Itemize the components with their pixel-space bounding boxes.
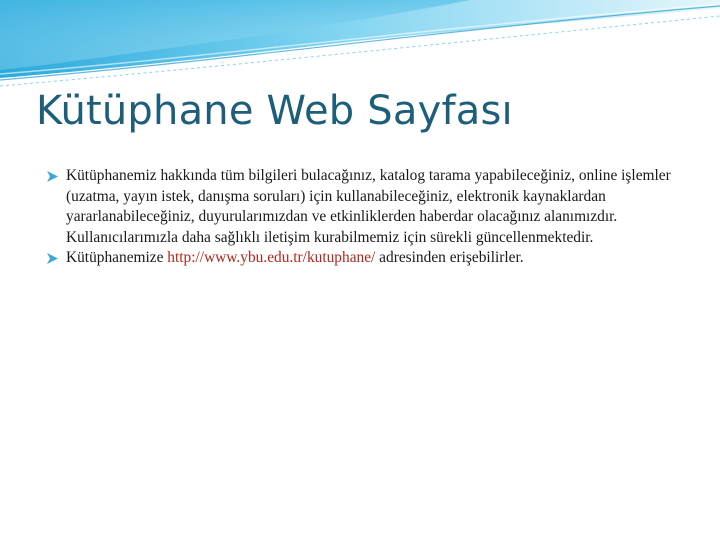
bullet-text-prefix: Kütüphanemize	[66, 249, 168, 267]
header-wave-decoration	[0, 0, 720, 92]
arrow-bullet-icon	[46, 252, 59, 265]
bullet-list	[46, 166, 686, 269]
bullet-text-suffix: adresinden erişebilirler.	[375, 249, 524, 267]
slide-title: Kütüphane Web Sayfası	[36, 88, 513, 134]
bullet-item	[46, 248, 686, 269]
bullet-text: Kütüphanemiz hakkında tüm bilgileri bulacağınız, katalog tarama yapabileceğiniz, online işlemler (uzatma, yayın istek, danışma soruları) için kullanabileceğiniz, elektronik kaynaklardan yararlanabileceğiniz, duyurularımızdan ve etkinliklerden haberdar olacağınız alanımızdır. Kullanıcılarımızla daha sağlıklı iletişim kurabilmemiz için sürekli güncellenmektedir.	[66, 167, 671, 246]
arrow-bullet-icon	[46, 170, 59, 183]
bullet-item	[46, 166, 686, 248]
library-url-link[interactable]: http://www.ybu.edu.tr/kutuphane/	[167, 249, 376, 267]
